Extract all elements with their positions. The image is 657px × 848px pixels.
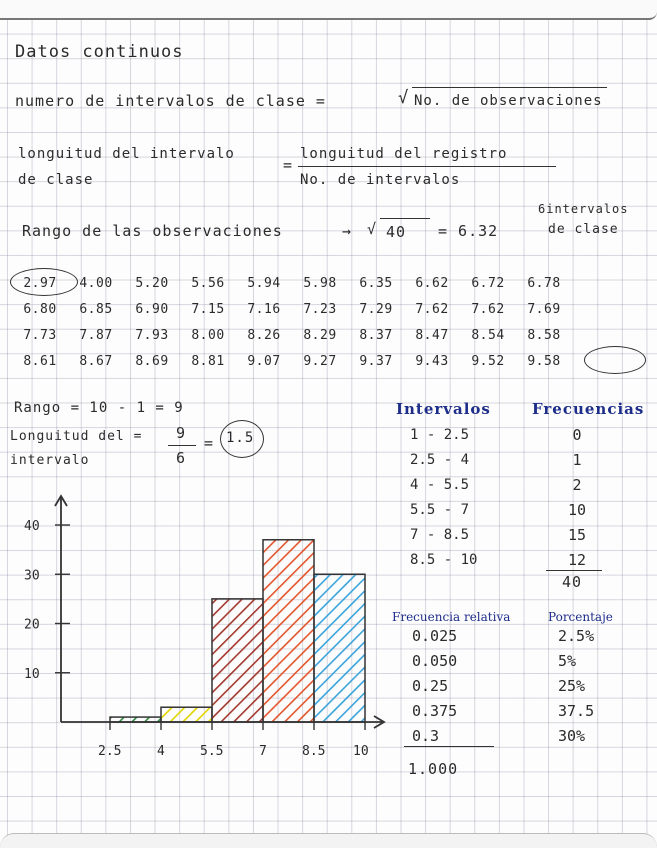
frequency-item: 0 xyxy=(572,426,582,444)
obs-cell: 8.47 xyxy=(415,327,449,343)
obs-cell: 5.20 xyxy=(135,275,169,291)
calc-den: 6 xyxy=(176,449,187,467)
y-tick-label: 10 xyxy=(24,666,40,682)
rango-result: = 6.32 xyxy=(438,222,499,240)
formula-length-den: No. de intervalos xyxy=(300,172,461,188)
obs-cell: 9.07 xyxy=(247,353,281,369)
obs-cell: 7.93 xyxy=(135,327,169,343)
obs-cell: 6.85 xyxy=(79,301,113,317)
x-tick-label: 8.5 xyxy=(302,744,326,759)
y-tick-label: 30 xyxy=(24,568,40,584)
obs-cell: 8.26 xyxy=(247,327,281,343)
formula-intervals-lhs: numero de intervalos de clase = xyxy=(15,92,326,110)
note-clase: de clase xyxy=(548,222,619,237)
relative-item: 0.25 xyxy=(412,677,449,695)
frequency-item: 1 xyxy=(572,451,582,469)
obs-cell: 5.94 xyxy=(247,275,281,291)
obs-cell: 7.16 xyxy=(247,301,281,317)
y-tick-label: 40 xyxy=(24,519,40,534)
formula-length-eq: = xyxy=(283,156,294,174)
obs-cell: 8.00 xyxy=(191,327,225,343)
rango-observaciones: Rango de las observaciones xyxy=(22,222,283,240)
y-tick-label: 20 xyxy=(24,617,40,633)
percent-item: 2.5% xyxy=(558,627,595,645)
interval-item: 7 - 8.5 xyxy=(410,527,470,543)
obs-cell: 8.67 xyxy=(79,353,113,369)
obs-cell: 7.62 xyxy=(415,301,449,317)
calc-num: 9 xyxy=(176,424,187,442)
obs-cell: 8.81 xyxy=(191,353,225,369)
sqrt-icon: √ xyxy=(398,88,410,108)
rango-rad: 40 xyxy=(386,223,407,241)
arrow-right-icon: → xyxy=(342,222,353,240)
formula-length-lhs-1: longuitud del intervalo xyxy=(18,146,235,162)
interval-item: 4 - 5.5 xyxy=(410,477,470,493)
obs-cell: 7.23 xyxy=(303,301,337,317)
obs-cell: 8.61 xyxy=(23,353,57,369)
obs-cell: 7.87 xyxy=(79,327,113,343)
relative-total: 1.000 xyxy=(408,760,459,778)
obs-cell: 9.27 xyxy=(303,353,337,369)
interval-item: 1 - 2.5 xyxy=(410,427,470,443)
obs-cell: 6.62 xyxy=(415,275,449,291)
calc-result: 1.5 xyxy=(226,430,255,446)
obs-cell: 5.98 xyxy=(303,275,337,291)
frequency-item: 10 xyxy=(567,501,587,519)
relative-item: 0.3 xyxy=(412,727,440,745)
histogram-bar xyxy=(263,540,314,722)
obs-cell: 6.90 xyxy=(135,301,169,317)
obs-cell: 8.58 xyxy=(527,327,561,343)
calc-eq: = xyxy=(204,434,215,452)
x-tick-label: 2.5 xyxy=(98,744,122,759)
header-intervalos: Intervalos xyxy=(396,400,491,418)
obs-cell: 7.29 xyxy=(359,301,393,317)
obs-cell: 9.43 xyxy=(415,353,449,369)
sqrt-icon-2: √ xyxy=(367,220,378,238)
obs-cell: 7.15 xyxy=(191,301,225,317)
obs-cell: 6.35 xyxy=(359,275,393,291)
frequency-total: 40 xyxy=(562,573,583,591)
obs-cell: 6.72 xyxy=(471,275,505,291)
interval-item: 8.5 - 10 xyxy=(410,552,478,568)
histogram-bar xyxy=(314,574,365,722)
formula-intervals-rad: No. de observaciones xyxy=(414,93,603,109)
obs-cell: 8.54 xyxy=(471,327,505,343)
obs-cell: 9.37 xyxy=(359,353,393,369)
intervalo-label: intervalo xyxy=(10,453,90,468)
rango-calc: Rango = 10 - 1 = 9 xyxy=(14,400,184,416)
obs-cell: 8.29 xyxy=(303,327,337,343)
frequency-item: 12 xyxy=(567,551,587,569)
percent-item: 37.5 xyxy=(558,702,595,720)
interval-item: 2.5 - 4 xyxy=(410,452,470,468)
obs-cell: 7.69 xyxy=(527,301,561,317)
obs-cell: 8.37 xyxy=(359,327,393,343)
percent-item: 30% xyxy=(558,727,586,745)
header-frecuencia-relativa: Frecuencia relativa xyxy=(392,610,511,624)
obs-cell: 5.56 xyxy=(191,275,225,291)
obs-cell: 7.73 xyxy=(23,327,57,343)
obs-cell: 9.52 xyxy=(471,353,505,369)
histogram-bar xyxy=(212,599,263,722)
interval-item: 5.5 - 7 xyxy=(410,502,470,518)
note-intervals: 6intervalos xyxy=(538,202,629,216)
frequency-item: 2 xyxy=(572,476,582,494)
obs-cell: 6.78 xyxy=(527,275,561,291)
obs-cell: 8.69 xyxy=(135,353,169,369)
relative-item: 0.025 xyxy=(412,627,458,645)
relative-item: 0.050 xyxy=(412,652,458,670)
header-frecuencias: Frecuencias xyxy=(532,400,645,418)
x-tick-label: 5.5 xyxy=(200,744,224,759)
percent-item: 25% xyxy=(558,677,586,695)
obs-cell: 6.80 xyxy=(23,301,57,317)
obs-cell: 9.58 xyxy=(527,353,561,369)
formula-length-lhs-2: de clase xyxy=(18,172,94,188)
page-bottom-edge xyxy=(0,833,657,848)
histogram-bar xyxy=(161,707,212,722)
formula-length-num: longuitud del registro xyxy=(300,146,508,162)
x-tick-label: 10 xyxy=(353,744,369,759)
frequency-item: 15 xyxy=(567,526,587,544)
x-tick-label: 4 xyxy=(157,744,165,759)
obs-cell: 7.62 xyxy=(471,301,505,317)
relative-item: 0.375 xyxy=(412,702,458,720)
obs-cell: 2.97 xyxy=(23,275,57,291)
percent-item: 5% xyxy=(558,652,577,670)
x-tick-label: 7 xyxy=(259,744,267,759)
longitud-intervalo-label: Longuitud del = xyxy=(10,429,143,444)
page-title: Datos continuos xyxy=(15,42,184,62)
obs-cell: 4.00 xyxy=(79,275,113,291)
header-porcentaje: Porcentaje xyxy=(548,610,613,624)
